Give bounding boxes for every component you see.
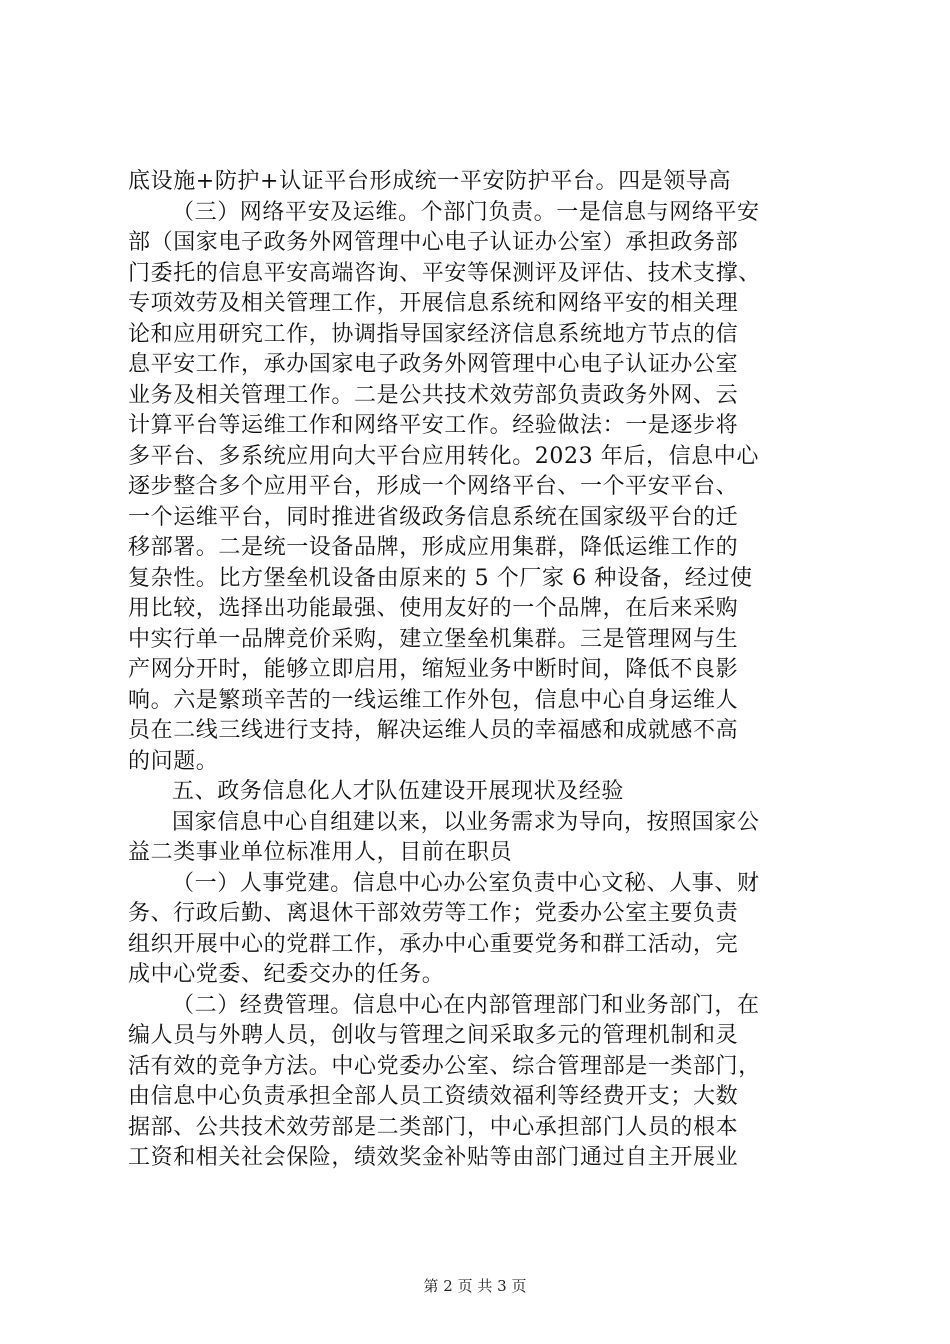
- text-line: 门委托的信息平安高端咨询、平安等保测评及评估、技术支撑、: [128, 260, 761, 286]
- text-line: （一）人事党建。信息中心办公室负责中心文秘、人事、财: [172, 870, 760, 896]
- text-line: 逐步整合多个应用平台，形成一个网络平台、一个平安平台、: [128, 474, 739, 499]
- text-line: 成中心党委、纪委交办的任务。: [128, 962, 445, 987]
- text-line: 计算平台等运维工作和网络平安工作。经验做法：一是逐步将: [128, 413, 739, 438]
- text-line: 员在二线三线进行支持，解决运维人员的幸福感和成就感不高: [128, 718, 739, 743]
- text-line: 多平台、多系统应用向大平台应用转化。2023 年后，信息中心: [128, 443, 759, 469]
- text-line: 响。六是繁琐辛苦的一线运维工作外包，信息中心自身运维人: [128, 687, 739, 713]
- text-line: 的问题。: [128, 748, 219, 774]
- text-line: 底设施+防护+认证平台形成统一平安防护平台。四是领导高: [128, 169, 732, 194]
- text-line: 工资和相关社会保险，绩效奖金补贴等由部门通过自主开展业: [128, 1145, 739, 1170]
- text-line: 编人员与外聘人员，创收与管理之间采取多元的管理机制和灵: [128, 1023, 739, 1048]
- text-line: 业务及相关管理工作。二是公共技术效劳部负责政务外网、云: [128, 382, 739, 408]
- page-footer: 第 2 页 共 3 页: [423, 1277, 527, 1295]
- text-line: （三）网络平安及运维。个部门负责。一是信息与网络平安: [172, 199, 760, 225]
- text-line: 由信息中心负责承担全部人员工资绩效福利等经费开支；大数: [128, 1084, 739, 1109]
- text-line: 用比较，选择出功能最强、使用友好的一个品牌，在后来采购: [128, 596, 739, 621]
- text-line: 专项效劳及相关管理工作，开展信息系统和网络平安的相关理: [128, 291, 739, 316]
- text-line: 五、政务信息化人才队伍建设开展现状及经验: [172, 779, 625, 804]
- text-line: 产网分开时，能够立即启用，缩短业务中断时间，降低不良影: [128, 657, 739, 682]
- text-line: 一个运维平台，同时推进省级政务信息系统在国家级平台的迁: [128, 504, 739, 530]
- text-line: 移部署。二是统一设备品牌，形成应用集群，降低运维工作的: [128, 535, 739, 560]
- document-body: [128, 167, 843, 1174]
- text-line: 复杂性。比方堡垒机设备由原来的 5 个厂家 6 种设备，经过使: [128, 565, 753, 591]
- text-line: 论和应用研究工作，协调指导国家经济信息系统地方节点的信: [128, 321, 739, 347]
- text-line: 益二类事业单位标准用人，目前在职员: [128, 840, 513, 865]
- text-line: 中实行单一品牌竞价采购，建立堡垒机集群。三是管理网与生: [128, 626, 739, 652]
- text-line: 息平安工作，承办国家电子政务外网管理中心电子认证办公室: [128, 352, 739, 377]
- text-line: （二）经费管理。信息中心在内部管理部门和业务部门，在: [172, 992, 760, 1018]
- text-line: 国家信息中心自组建以来，以业务需求为导向，按照国家公: [172, 809, 760, 835]
- text-line: 部（国家电子政务外网管理中心电子认证办公室）承担政务部: [128, 230, 739, 255]
- text-line: 务、行政后勤、离退休干部效劳等工作；党委办公室主要负责: [128, 901, 739, 926]
- text-line: 组织开展中心的党群工作，承办中心重要党务和群工活动，完: [128, 931, 739, 957]
- text-line: 据部、公共技术效劳部是二类部门，中心承担部门人员的根本: [128, 1114, 739, 1140]
- text-line: 活有效的竞争方法。中心党委办公室、综合管理部是一类部门，: [128, 1053, 761, 1079]
